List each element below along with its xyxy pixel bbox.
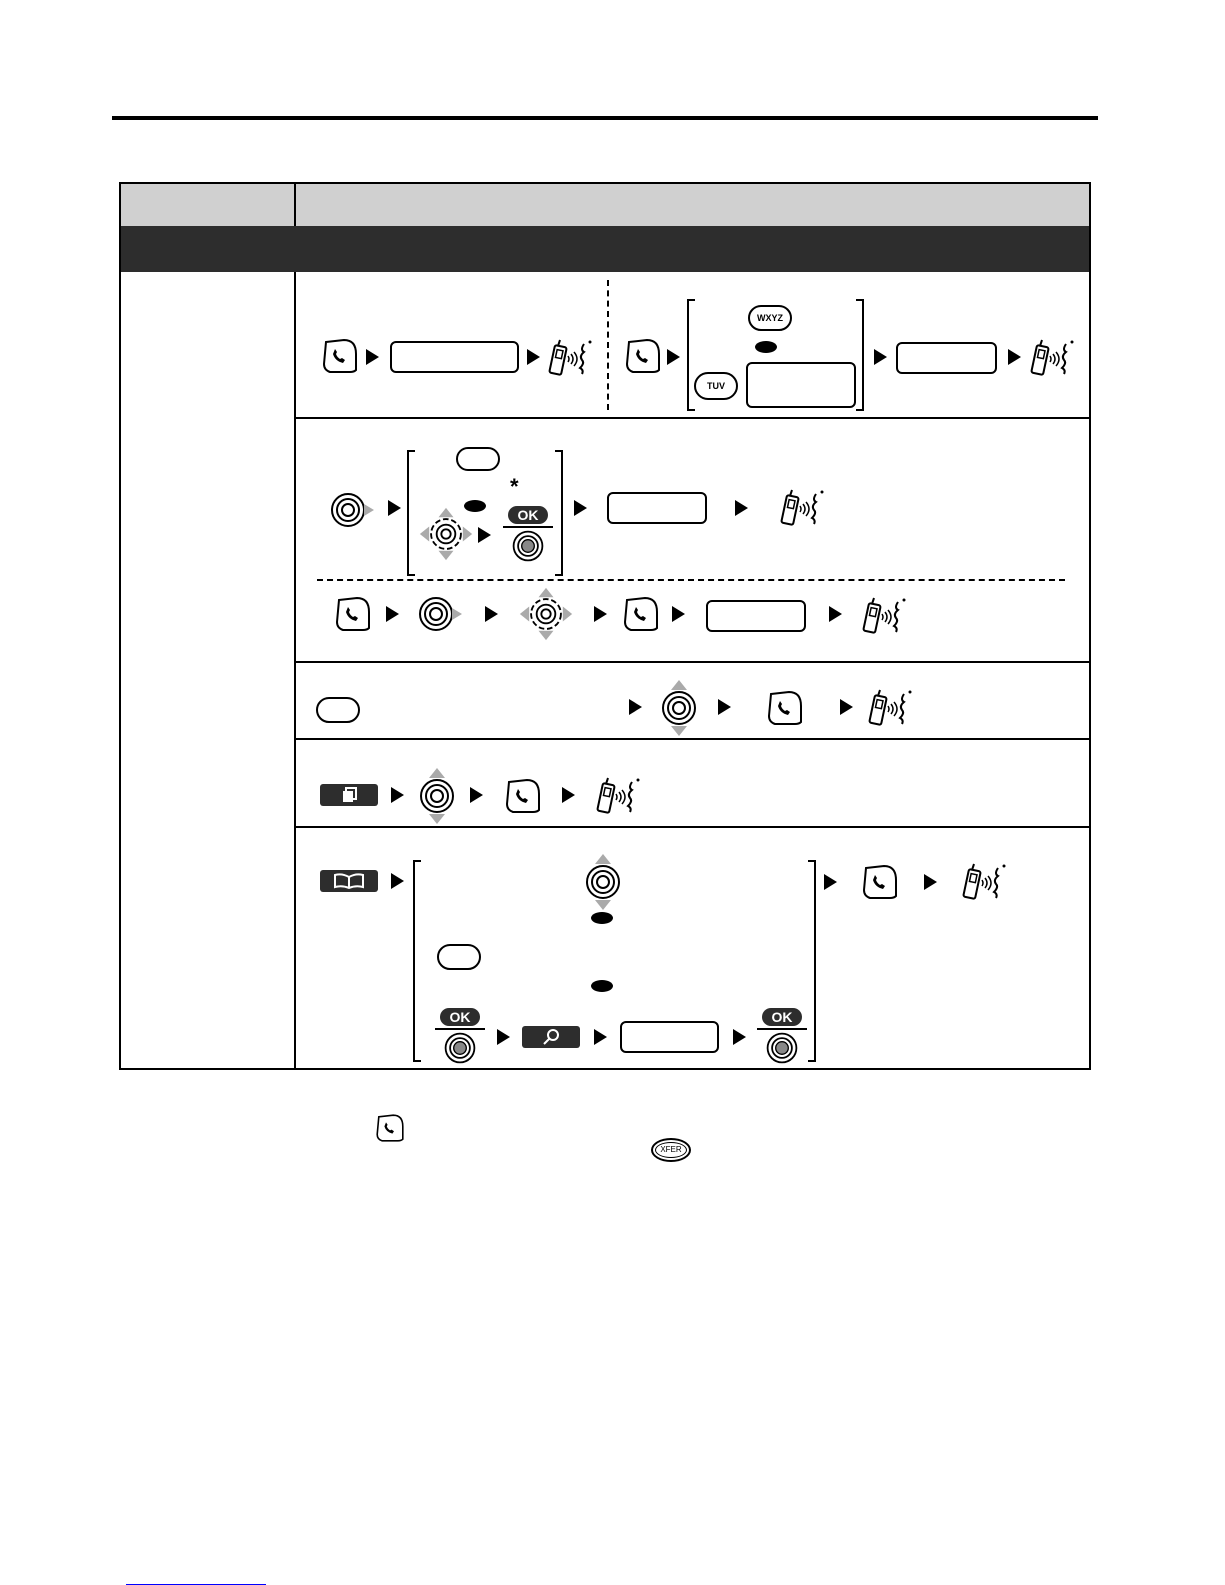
column-divider: [294, 272, 296, 1068]
name-entry-box: [620, 1021, 719, 1053]
xfer-label: XFER: [660, 1145, 682, 1154]
bracket-right: [856, 299, 864, 411]
or-oval: [591, 912, 613, 924]
arrow-icon: [594, 606, 607, 622]
search-button[interactable]: [522, 1026, 580, 1048]
talk-button-icon[interactable]: [621, 594, 661, 634]
row-divider: [296, 417, 1089, 419]
row-divider: [296, 738, 1089, 740]
arrow-icon: [874, 349, 887, 365]
number-entry-box: [607, 492, 707, 524]
arrow-icon: [594, 1029, 607, 1045]
ok-dial-icon[interactable]: [764, 1030, 800, 1066]
talk-button-icon[interactable]: [333, 594, 373, 634]
xfer-button-icon: [651, 1138, 691, 1162]
number-entry-box: [390, 341, 519, 373]
number-entry-box: [896, 342, 997, 374]
arrow-icon: [667, 349, 680, 365]
header-rule: [112, 116, 1098, 120]
key-button[interactable]: [456, 447, 500, 471]
arrow-icon: [824, 874, 837, 890]
or-oval: [591, 980, 613, 992]
speaking-phone-icon: [778, 488, 828, 528]
speaking-phone-icon: [860, 596, 910, 636]
talk-button-icon: [374, 1112, 406, 1144]
arrow-icon: [718, 699, 731, 715]
talk-button-icon[interactable]: [765, 688, 805, 728]
arrow-icon: [485, 606, 498, 622]
arrow-icon: [629, 699, 642, 715]
arrow-icon: [562, 787, 575, 803]
speaking-phone-icon: [1028, 338, 1078, 378]
jog-dial-updown-icon[interactable]: [659, 678, 699, 738]
arrow-icon: [735, 500, 748, 516]
speaking-phone-icon: [594, 776, 644, 816]
arrow-icon: [840, 699, 853, 715]
number-entry-box: [706, 600, 806, 632]
arrow-icon: [1008, 349, 1021, 365]
jog-dial-updown-icon[interactable]: [417, 766, 457, 826]
arrow-icon: [497, 1029, 510, 1045]
key-button[interactable]: [437, 944, 481, 970]
phonebook-button[interactable]: [320, 870, 378, 892]
talk-button-icon[interactable]: [623, 336, 663, 376]
arrow-icon: [478, 527, 491, 543]
arrow-icon: [388, 500, 401, 516]
jog-dial-updown-icon[interactable]: [583, 852, 623, 912]
arrow-icon: [470, 787, 483, 803]
arrow-icon: [391, 787, 404, 803]
tuv-button[interactable]: TUV: [694, 372, 738, 400]
bracket-right: [555, 450, 563, 576]
ok-button[interactable]: OK: [762, 1008, 802, 1026]
table-header-divider: [294, 184, 296, 226]
wxyz-button[interactable]: WXYZ: [748, 305, 792, 331]
ok-dial-icon[interactable]: [442, 1030, 478, 1066]
speaking-phone-icon: [546, 338, 596, 378]
speaking-phone-icon: [866, 688, 916, 728]
navigator-key-icon[interactable]: [418, 506, 474, 562]
arrow-icon: [672, 606, 685, 622]
arrow-icon: [527, 349, 540, 365]
bracket-right: [808, 860, 816, 1062]
search-button-icon: [522, 1026, 580, 1048]
phonebook-button-icon: [320, 870, 378, 892]
ok-button[interactable]: OK: [440, 1008, 480, 1026]
talk-button-icon[interactable]: [320, 336, 360, 376]
arrow-icon: [366, 349, 379, 365]
key-button[interactable]: [316, 697, 360, 723]
star-key-label: *: [510, 474, 519, 499]
arrow-icon: [391, 873, 404, 889]
talk-button-icon[interactable]: [503, 776, 543, 816]
arrow-icon: [829, 606, 842, 622]
feature-table: [119, 182, 1091, 1070]
section-bar: [121, 226, 1089, 272]
ok-dial-icon[interactable]: [510, 528, 546, 564]
jog-dial-icon[interactable]: [330, 490, 380, 530]
arrow-icon: [574, 500, 587, 516]
speaking-phone-icon: [960, 862, 1010, 902]
navigator-key-icon[interactable]: [518, 586, 574, 642]
bracket-left: [687, 299, 695, 411]
bracket-left: [413, 860, 421, 1062]
talk-button-icon[interactable]: [860, 862, 900, 902]
arrow-icon: [733, 1029, 746, 1045]
table-header: [121, 184, 1089, 226]
row-divider: [296, 826, 1089, 828]
alternative-divider: [607, 280, 609, 410]
entry-box: [746, 362, 856, 408]
arrow-icon: [924, 874, 937, 890]
bracket-left: [407, 450, 415, 576]
jog-dial-icon[interactable]: [418, 594, 468, 634]
intercom-button[interactable]: [320, 784, 378, 806]
arrow-icon: [386, 606, 399, 622]
or-oval: [755, 341, 777, 353]
alternative-divider: [317, 579, 1065, 581]
row-divider: [296, 661, 1089, 663]
ok-button[interactable]: OK: [508, 506, 548, 524]
intercom-button-icon: [320, 784, 378, 806]
